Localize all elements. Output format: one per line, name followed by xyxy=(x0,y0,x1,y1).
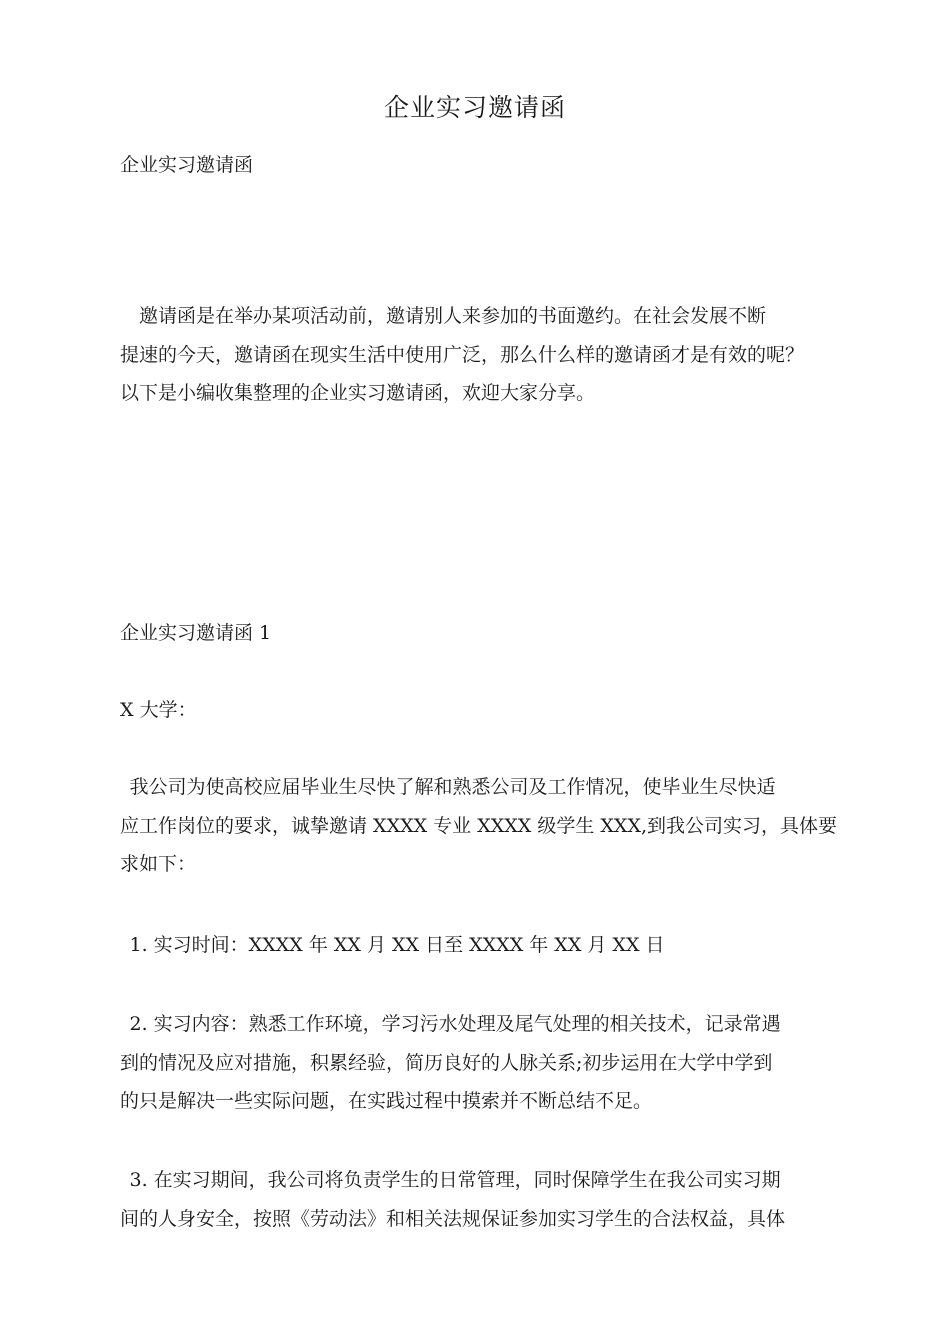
list-item-line: 1. 实习时间：XXXX 年 XX 月 XX 日至 XXXX 年 XX 月 XX 日 xyxy=(120,934,665,956)
document-title: 企业实习邀请函 xyxy=(383,93,566,122)
list-item-line: 间的人身安全，按照《劳动法》和相关法规保证参加实习学生的合法权益，具体 xyxy=(120,1207,786,1230)
body-line: 应工作岗位的要求，诚挚邀请 XXXX 专业 XXXX 级学生 XXX,到我公司实习，具体要 xyxy=(120,814,838,837)
list-item-line: 2. 实习内容：熟悉工作环境，学习污水处理及尾气处理的相关技术，记录常遇 xyxy=(120,1013,781,1035)
list-item-internship-management xyxy=(120,1161,836,1238)
list-item-internship-time xyxy=(120,926,836,965)
salutation: X 大学： xyxy=(120,699,197,721)
list-item-line: 3. 在实习期间，我公司将负责学生的日常管理，同时保障学生在我公司实习期 xyxy=(120,1169,781,1191)
intro-line: 以下是小编收集整理的企业实习邀请函，欢迎大家分享。 xyxy=(120,382,596,404)
intro-line: 提速的今天，邀请函在现实生活中使用广泛，那么什么样的邀请函才是有效的呢？ xyxy=(120,343,805,366)
list-item-internship-content xyxy=(120,1005,836,1121)
document-subtitle: 企业实习邀请函 xyxy=(120,154,254,176)
list-item-line: 到的情况及应对措施，积累经验，简历良好的人脉关系;初步运用在大学中学到 xyxy=(120,1051,773,1074)
intro-line: 邀请函是在举办某项活动前，邀请别人来参加的书面邀约。在社会发展不断 xyxy=(120,305,767,327)
body-paragraph xyxy=(120,768,836,884)
intro-paragraph xyxy=(120,297,836,413)
body-line: 求如下： xyxy=(120,853,197,875)
body-line: 我公司为使高校应届毕业生尽快了解和熟悉公司及工作情况，使毕业生尽快适 xyxy=(120,776,776,798)
list-item-line: 的只是解决一些实际问题，在实践过程中摸索并不断总结不足。 xyxy=(120,1090,653,1112)
section-heading: 企业实习邀请函 1 xyxy=(120,622,272,644)
